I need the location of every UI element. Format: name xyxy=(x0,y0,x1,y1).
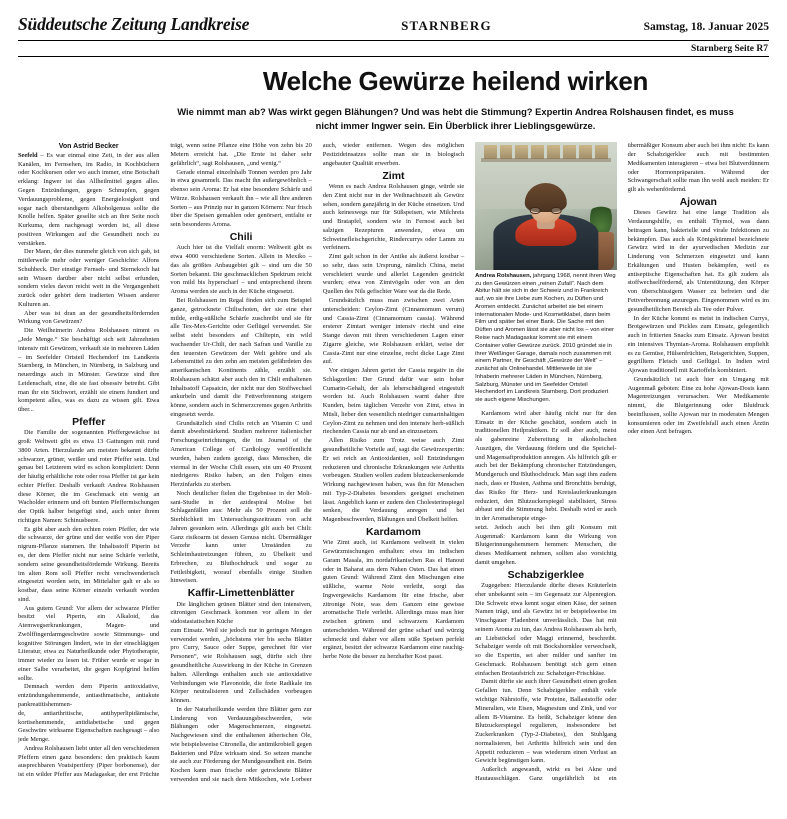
glasses-right-lens xyxy=(551,207,561,214)
article-paragraph: Andrea Rolshausen liebt unter all den verschiedenen Pfeffern einen ganz besonders: den praktisch kaum ausprechbaren Voatsiperifery (Piper borbonense), der ist ein wilder Pfeffer aus Madagaskar, der erst Früchte trägt, wenn seine Pflanze eine Höhe von zehn bis 20 Metern erreicht hat. „Die Ernte ist daher sehr gefährlich“, sagt Rolshausen, „und wenig.“ xyxy=(18,142,312,779)
article-paragraph: zum Einsatz. Weil sie jedoch nur in geringen Mengen verwendet werden, „höchstens vier bis sechs Blätter pro Curry, Sauce oder Suppe, gerechnet für vier Personen“, wie Rolshausen sagt, dürfte sich ihre gesundheitliche Auswirkung in der Küche in Grenzen halten. Allerdings enthalten auch sie antioxidative Verbindungen wie Flavonoide, die freie Radikale im Körper neutralisieren und Zellschäden vorbeugen können. xyxy=(170,626,312,705)
caption-subject-name: Andrea Rolshausen, xyxy=(475,272,532,279)
article-paragraph: Wenn es nach Andrea Rolshausen ginge, würde sie den Zimt nicht nur in der Weihnachtszeit als Gewürz sehen, sondern ganzjährig in der Küche einsetzen. Und auch keineswegs nur für Süßspeisen, wie Milchreis und Bratapfel, sondern wie in Fernost auch bei salzigen Rezepturen anwenden, etwa um Schweinefleischgerichte, Rindercurrys oder Lamm zu verfeinern. xyxy=(322,183,465,252)
section-subheading: Kardamom xyxy=(366,525,421,538)
article-paragraph: Bei Rolshausen im Regal finden sich zum Beispiel ganze, getrocknete Chilischoten, der sie eine eher milde, erdig-süßliche Schärfe zuschreibt und sie für alle Tex-Mex-Gerichte oder Geflügel verwendet. Sie selbst steht besonders auf Chiltepin, ein wild wachsender Ur-Chili, der nach Safran und Vanille zu den teuersten Gewürzen der Welt gehöre und als Lebensmittel zu den zehn am meisten gefährdeten des amerikanischen Kontinents zähle, erzählt sie. Rolshausen schätzt aber auch den in Chili enthaltenen Inhaltsstoff Capsaicin, der nicht nur den Stoffwechsel ankurbeln und damit die Fettverbrennung steigern könne, sondern auch in Schmerzcremes gegen Arthritis eingesetzt werde. xyxy=(170,296,312,418)
page-title: Welche Gewürze heilend wirken xyxy=(262,66,649,96)
paragraph-text: – Es war einmal eine Zeit, in der aus allen Kanälen, im Fernsehen, im Radio, in Kochbüchern oder Kochkursen oder wo auch immer, eine Botschaft erklang: Ingwer ist das Allheilmittel gegen alles. Gegen Entzündungen, gegen Schnupfen, gegen Verdauungsprobleme, gegen Energielosigkeit und sogar nach überstandigem Alkoholgenuss sollte die Knolle helfen. Später gesellte sich an ihre Seite noch Kurkuma, dem nachgesagt worden ist, all diese positiven Wirkungen auf die Gesundheit noch zu verstärken. xyxy=(18,151,160,247)
article-paragraph: Vor einigen Jahren geriet der Cassia negativ in die Schlagzeilen: Der Grund dafür war sein hoher Cumarin-Gehalt, der als leberschädigend eingestuft worden ist. Auch Rolshausen warnt daher ihre Kunden, beim täglichen Verzehr von Zimt, etwa in Müsli, lieber den wesentlich niedriger cumarinhaltigen Ceylon-Zimt zu nehmen und den intensiv herb-süßlich riechenden Cassia nur ab und an einzusetzen. xyxy=(322,367,465,436)
article-paragraph: Wie Zimt auch, ist Kardamom weltweit in vielen Gewürzmischungen enthalten: etwa im indischen Garam Masala, im nordafrikanischen Ras el Hanout oder in Baharat aus dem Nahen Osten. Das hat einen guten Grund: Während Zimt den Mischungen eine süßliche, warme Note verleiht, sorgt das Ingwergewächs Kardamom für eine frische, aber zitronige Note, was dem Ganzen eine gewisse aromatische Tiefe verleiht. Allerdings muss man hier zwischen grünem und schwarzem Kardamom unterscheiden. Während der grüne scharf und würzig schmeckt und daher vor allem süße Speisen perfekt ergänzt, besitzt der schwarze Kardamom eine rauchig-herbe Note die besser zu herzhafter Kost passt. xyxy=(322,539,465,661)
standfirst: Wie nimmt man ab? Was wirkt gegen Blähungen? Und was hebt die Stimmung? Expertin Andrea Rolshausen findet, es muss nicht immer Ingwer sein. Ein Überblick ihrer Lieblingsgewürze. xyxy=(177,106,734,131)
article-paragraph: Auch hier ist die Vielfalt enorm: Weltweit gibt es etwa 4000 verschiedene Sorten. Allein in Mexiko – das als größtes Anbaugebiet gilt – sind um die 50 Sorten bekannt. Die geschmacklichen Spektrum reicht von mild bis hyperscharf – und entsprechend ihrem Aroma werden sie auch in der Küche eingesetzt. xyxy=(170,244,312,296)
section-subheading: Pfeffer xyxy=(72,415,106,428)
issue-date: Samstag, 18. Januar 2025 xyxy=(643,21,769,33)
article-paragraph: Aus gutem Grund: Vor allem der schwarze Pfeffer besitzt viel Piperin, ein Alkaloid, das Atemwegserkrankungen, Magen- und Zwölffingerdarmgeschwüre sowie Stimmungs- und kognitive Störungen lindert, wie in der einschlägigen Literatur, etwa zu Naturheilkunde oder Phytotherapie, immer wieder zu lesen ist. Früher wurde er sogar in einer Salbe verarbeitet, die gegen Kopfgrind helfen sollte. xyxy=(18,604,160,682)
article-paragraph: Der Mann, der dies nunmehr gleich von sich gab, ist mittlerweile mehr oder weniger Geschichte: Alfons Schuhbeck. Der einstige Fernseh- und Sternekoch hat sein Wissen darüber aber nicht selbst erfunden, sondern vieles davon reicht weit in die Vergangenheit zurück oder gehört dem tradierten Wissen anderer Kulturen an. xyxy=(18,248,160,308)
section-rule xyxy=(18,56,769,57)
article-paragraph: In der Küche kommt es meist in indischen Currys, Brotgewürzen und Pickles zum Einsatz, gelegentlich auch in fritierten Snacks zum Einsatz. Ajowan besitzt ein intensives Thymian-Aroma. Rolshausen empfiehlt es zu Gemüse, Hülsenfrüchten, Reisgerichten, Suppen, gegrilltem Fleisch und Geflügel. In Indien wird Ajowan traditionell mit Kartoffeln kombiniert. xyxy=(627,314,769,375)
section-subheading: Ajowan xyxy=(679,195,717,208)
article-paragraph: setzt. Jedoch auch bei ihm gilt Konsum mit Augenmaß: Kardamom kann die Wirkung von Blutgerinnungshemmern hemmen: Menschen, die dieses Medikament nehmen, sollten also vorsichtig damit umgehen. xyxy=(475,523,617,566)
article-paragraph: Grundsätzlich ist auch hier ein Umgang mit Augenmaß geboten: Eine zu hohe Ajowan-Dosis kann Magenreizungen verursachen. Wer Medikamente nimmt, die Blutgerinnung oder Blutdruck beeinflussen, sollte Ajowan nur in moderaten Mengen konsumieren oder im Zweifelsfall auch einen Ärztin oder einen Arzt befragen. xyxy=(627,375,769,436)
article-paragraph: Zugegeben: Hierzulande dürfte dieses Kräuterlein eher unbekannt sein – im Gegensatz zur Alpenregion. Die Schweiz etwa kennt sogar einen Käse, der seinen Namen trägt, und als Gewürz ist er beispielsweise im Vinschgauer Fladenbrot unverlässlich. Das hat mit seinem Aroma zu tun, das Andrea Rolshausen als herb, an Liebstöckel oder Maggi erinnernd, beschreibt. Schabziger werde oft mit Bockshornklee verwechselt, so die Expertin, sei aber milder und sanfter im Geschmack. Rolshausen benötigt sich gern einen einfachen Brotaufstrich zu: Schabziger-Frischkäse. xyxy=(475,582,617,677)
article-body xyxy=(18,142,769,788)
page-marker: Starnberg Seite R7 xyxy=(690,44,768,54)
headline-block xyxy=(146,67,769,132)
section-subheading: Zimt xyxy=(382,169,405,182)
spice-jars xyxy=(484,145,608,159)
article-paragraph: Außerlich angewandt, wirkt es bei Akne und Hautausschlägen. Ganz ungefährlich ist ein übermäßiger Konsum aber auch bei ihm nicht: Es kann der Schabzigerklee auch mit bestimmten Medikamenten interagieren – etwa bei Blutverdünnern oder Hormonpräparaten. Während der Schwangerschaft sollte man ihn wohl auch meiden: Er gilt als wehenfördernd. xyxy=(475,142,769,782)
article-paragraph: Die Familie der sogenannten Pfeffergewächse ist groß: Weltweit gibt es etwa 13 Gattungen mit rund 3800 Arten. Hierzulande am meisten bekannt dürfte schwarzer, grüner, weißer und roter Pfeffer sein. Und genau bei Letzterem wird es schon kompliziert: Denn der häufig erhältliche rote oder rosa Pfeffer ist gar kein echter Pfeffer. Deshalb verkauft Andrea Rolshausen diese Körner, die im Geschmack ein wenig an Wacholder erinnern und oft bunten Pfeffermischungen der Optik halber beigefügt sind, auch unter ihrem richtigen Namen: Schinusbeere. xyxy=(18,429,160,524)
article-paragraph: Die Weilheimerin Andrea Rolshausen nimmt es „Jede Menge.“ Sie beschäftigt sich seit Jahrzehnten intensiv mit Gewürzen, verkauft sie in mehreren Läden – im Seefelder Ortsteil Hechendorf im Landkreis Starnberg, in München, in Nürnberg, in Salzburg und neuerdings auch in Münster. Gewürze sind ihre Leidenschaft, eine, die sie fast obsessiv betreibt. Gibt man ihr ein Stichwort, erzählt sie einem fundiert und kompetent alles, was es dazu zu wissen gilt. Etwa über... xyxy=(18,327,160,414)
article-paragraph: Dieses Gewürz hat eine lange Tradition als Verdauungshilfe, es enthält Thymol, was dann beitragen kann, bakterielle und virale Infektionen zu bekämpfen. Das auch als Königskümmel bezeichnete Gewürz wird in der ayurvedischen Medizin zur Linderung von Schmerzen eingesetzt und kann Erkältungen und Husten bekämpfen, weil es antiseptische Eigenschaften hat. Es gilt zudem als stoffwechselfördernd, als Unterstützung, den Körper von überschüssigem Wasser zu befreien und die Fettverbrennung anzuregen. Eingenommen wird es im gesundheitlichen Bereich als Tee oder Pulver. xyxy=(627,209,769,313)
article-paragraph: Allen Risiko zum Trotz weise auch Zimt gesundheitliche Vorteile auf, sagt die Gewürzexpertin: Er sei reich an Antioxidantien, soll Entzündungen reduzieren und chronische Erkrankungen wie Arthritis vorbeugen. Studien wollen zudem blutzuckersenkende Wirkung nachgewiesen haben, was ihn für Menschen mit Typ-2-Diabetes besonders geeignet erscheinen lässt. Angeblich kann er zudem den Cholesterinspiegel senken, die Verdauung anregen und bei Magenbeschwerden, Blähungen und Übelkeit helfen. xyxy=(322,437,465,524)
masthead xyxy=(18,14,769,38)
publication-title: Süddeutsche Zeitung Landkreise xyxy=(18,14,250,34)
article-paragraph: Grundsätzlich sind Chilis reich an Vitamin C und damit abwehrstärkend. Studien mehrerer italienischer Forschungseinrichtungen, die im Journal of the American College of Cardiology veröffentlicht wurden, haben zudem gezeigt, dass Menschen, die viermal in der Woche Chili essen, ein um 40 Prozent niedrigeres Risiko haben, an den Folgen eines Herzinfarkts zu sterben. xyxy=(170,419,312,489)
article-paragraph: Demnach werden dem Piperin antioxidative, entzündungshemmende, antiasthmatische, antiakute pankreatitishemmen- xyxy=(18,683,160,709)
photo-caption xyxy=(475,273,616,405)
portrait-photo xyxy=(475,142,616,270)
section-subheading: Kaffir-Limettenblätter xyxy=(187,587,295,600)
section-subheading: Schabzigerklee xyxy=(507,568,585,581)
article-paragraph: In der Naturheilkunde werden ihre Blätter gern zur Linderung von Verdauungsbeschwerden, wie Blähungen oder Magenschmerzen, eingesetzt. Nachgewiesen sind die enthaltenen ätherischen Öle, wie beispielsweise Citronella, die antimikrobiell gegen Bakterien und Pilze wirksam sind. So setzen manche sie auch zur Förderung der Mundgesundheit ein. Beim Kochen kann man frische oder getrocknete Blätter verwenden und sie nach dem Mitkochen, wie Lorbeer auch, wieder entfernen. Wegen des möglichen Pestizideinsatzes sollte man sie in biologisch angebauter Qualität erwerben. xyxy=(170,142,465,783)
article-paragraph: Damit dürfte sie auch ihrer Gesundheit einen großen Gefallen tun. Denn Schabzigerklee enthält viele wichtige Nährstoffe, wie Proteine, Ballaststoffe oder Mineralien, wie Eisen, Magnesium und Zink, und vor allem B-Vitamine. Es heißt, Schabziger könne den Blutzuckerspiegel regulieren, insbesondere bei Zuckerkranken (Typ-2-Diabetes), den Stuhlgang normalisieren, bei Arthritis hilfreich sein und den Appetit reduzieren – was wiederum einen Verlust an Gewicht begünstigen kann. xyxy=(475,678,617,765)
article-paragraph: de, antiarthritische, antihyperlipidämische, kortisehemmende, antidiabetische und gegen Geschwüre wirksame Eigenschaften nachgesagt – also jede Menge. xyxy=(18,709,160,744)
edition-title: STARNBERG xyxy=(401,18,492,33)
article-byline: Von Astrid Becker xyxy=(58,143,119,151)
article-paragraph: Grundsätzlich muss man zwischen zwei Arten unterscheiden: Ceylon-Zimt (Cinnamomum verum) und Cassia-Zimt (Cinnamomum cassia). Während ersterer Zimtart weniger intensiv riecht und eine Stange davon mit ihren verschiedenen Lagen einer Zigarre gleiche, wie Rolshausen erklärt, weise der Cassia-Zimt nur eine einzelne, recht dicke Lage Zimt auf. xyxy=(322,296,465,366)
glasses-left-lens xyxy=(530,207,540,214)
article-paragraph: Es gibt aber auch den echten roten Pfeffer, der wie die schwarze, der grüne und der weiße von der Piper nigrum-Pflanze stammen. Ihr Inhaltsstoff Piperin ist es, der dem Pfeffer nicht nur seine Schärfe verleiht, sondern seine gesundheitsfördernde Wirkung. Bereits im alten Rom soll Pfeffer recht verschwenderisch eingesetzt worden sein, im Mittelalter galt er als so kostbar, dass seine Körner einzeln verkauft worden sind. xyxy=(18,525,160,603)
article-paragraph: Noch deutlicher fielen die Ergebnisse in der Moli-sani-Studie in der azidespiral Molise bei Schlaganfällen aus: Mehr als 50 Prozent soll die Sterblichkeit im Untersuchungszeitraum von acht Jahren gesunken sein. Allerdings gilt auch bei Chili: Ganz risikoarm ist dessen Genuss nicht. Übermäßiger Verzehr kann unter Umständen zu Schleimhautreizungen führen, zu Übelkeit und Erbrechen, zu Bluthochdruck und sogar zu Fettleibigkeit, worauf ebenfalls einige Studien hinweisen. xyxy=(170,489,312,585)
person-figure xyxy=(494,176,599,271)
article-paragraph: Gerade einmal einzelnhalb Tonnen werden pro Jahr in etwa gesammelt. Das macht ihn außergewöhnlich – ebenso sein Aroma: Er hat eine besondere Schärfe und Würze. Rolshausen verkauft ihn – wie all ihre anderen Sorten – aus Prinzip nur in ganzen Körnern: Nur frisch über die Speisen gemahlen oder genörsert, entfalte er sein besonderes Aroma. xyxy=(170,168,312,229)
article-figure xyxy=(475,142,616,405)
article-paragraph xyxy=(18,152,159,248)
caption-text: jahrgang 1968, nennt ihren Weg zu den Gewürzen einen „reinen Zufall“. Nach dem Abitur hält sie sich in der Schweiz und in Frankreich auf, wo sie ihre Liebe zum Kochen, zu Düften und Aromen entdeckt. Zunächst arbeitet sie bei einem internationalen Mode- und Kosmetiklabel, dann beim Film und später bei einer Bank. Die Sache mit den Düften und Aromen lässt sie aber nicht los – von einer Reise nach Madagaskar kommt sie mit einem Container voller Gewürze zurück. 2010 gründet sie in ihrer Weißinger Garage, damals noch zusammen mit einem Partner, ihr Geschäft „Gewürze der Welt“ – zunächst als Onlinehandel. Mittlerweile ist sie Inhaberin mehrerer Läden in München, Nürnberg, Salzburg, Münster und im Seefelder Ortsteil Hechendorf im Landkreis Starnberg. Dort produziert sie auch eigene Mischungen. xyxy=(475,272,616,404)
article-paragraph: Kardamom wird aber häufig nicht nur für den Einsatz in der Küche geschätzt, sondern auch in traditionellen Heilpraktiken. Er soll aber auch, meist als gabenreine Zubereitung in alkoholischen Auszügen, die Verdauung fördern und die Speichel- und Magensaftproduktion anregen. Als hilfreich gilt er auch bei der Bekämpfung chronischer Entzündungen, Mundgeruch und Bluthochdruck. Man sagt ihm zudem nach, dass er Husten, Asthma und Bronchitis beruhigt, das Risiko für Herz- und Kreislauferkrankungen reduziert, den Blutzuckerspiegel stabilisiert, Stress abbaut und die Stimmung hebt. Deshalb wird er auch in der Aromatherapie einge- xyxy=(475,409,617,523)
section-subheading: Chili xyxy=(229,231,253,244)
article-paragraph: Zimt galt schon in der Antike als äußerst kostbar – so sehr, dass sein Ursprung, nämlich China, meist verschleiert wurde und allerlei Legenden gestrickt wurden; etwa von Zimtvögeln oder von an den Quellen des Nils gefischter Ware war da die Rede. xyxy=(322,253,465,296)
dateline: Seefeld xyxy=(18,151,38,159)
article-paragraph: Die länglichen grünen Blätter sind den intensiven, zitronigen Geschmack kommen vor allem in der südostasiatischen Küche xyxy=(170,600,312,626)
article-paragraph: Aber was ist dran an der gesundheitsfördernden Wirkung von Gewürzen? xyxy=(18,309,160,326)
